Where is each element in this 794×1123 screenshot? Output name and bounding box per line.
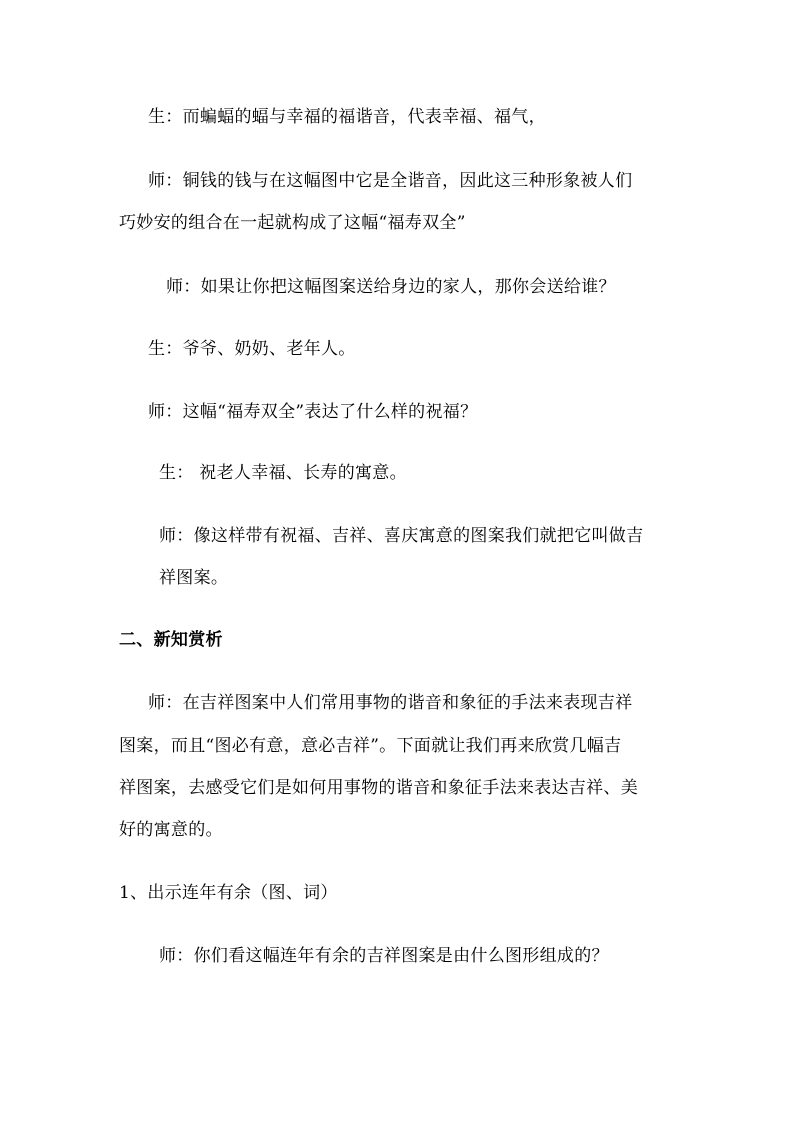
paragraph-line-14: 师：你们看这幅连年有余的吉祥图案是由什么图形组成的？ [159,946,609,966]
section-heading: 二、新知赏析 [119,630,223,650]
paragraph-line-13: 好的寓意的。 [119,820,223,840]
paragraph-line-12: 祥图案，去感受它们是如何用事物的谐音和象征手法来表达吉祥、美 [119,778,638,798]
paragraph-line-7: 生： 祝老人幸福、长寿的寓意。 [159,463,407,483]
paragraph-line-11: 图案，而且“图必有意，意必吉祥”。下面就让我们再来欣赏几幅吉 [119,736,622,756]
paragraph-line-3: 巧妙安的组合在一起就构成了这幅“福寿双全” [119,213,466,233]
paragraph-line-4: 师：如果让你把这幅图案送给身边的家人，那你会送给谁？ [166,277,616,297]
paragraph-line-8: 师：像这样带有祝福、吉祥、喜庆寓意的图案我们就把它叫做吉 [159,526,644,546]
paragraph-line-5: 生：爷爷、奶奶、老年人。 [148,339,356,359]
paragraph-line-2: 师：铜钱的钱与在这幅图中它是全谐音，因此这三种形象被人们 [148,171,633,191]
numbered-item: 1、出示连年有余（图、词） [119,883,338,903]
paragraph-line-1: 生：而蝙蝠的蝠与幸福的福谐音，代表幸福、福气， [148,107,546,127]
paragraph-line-6: 师：这幅“福寿双全”表达了什么样的祝福？ [148,402,478,422]
paragraph-line-9: 祥图案。 [159,568,229,588]
paragraph-line-10: 师：在吉祥图案中人们常用事物的谐音和象征的手法来表现吉祥 [148,693,633,713]
